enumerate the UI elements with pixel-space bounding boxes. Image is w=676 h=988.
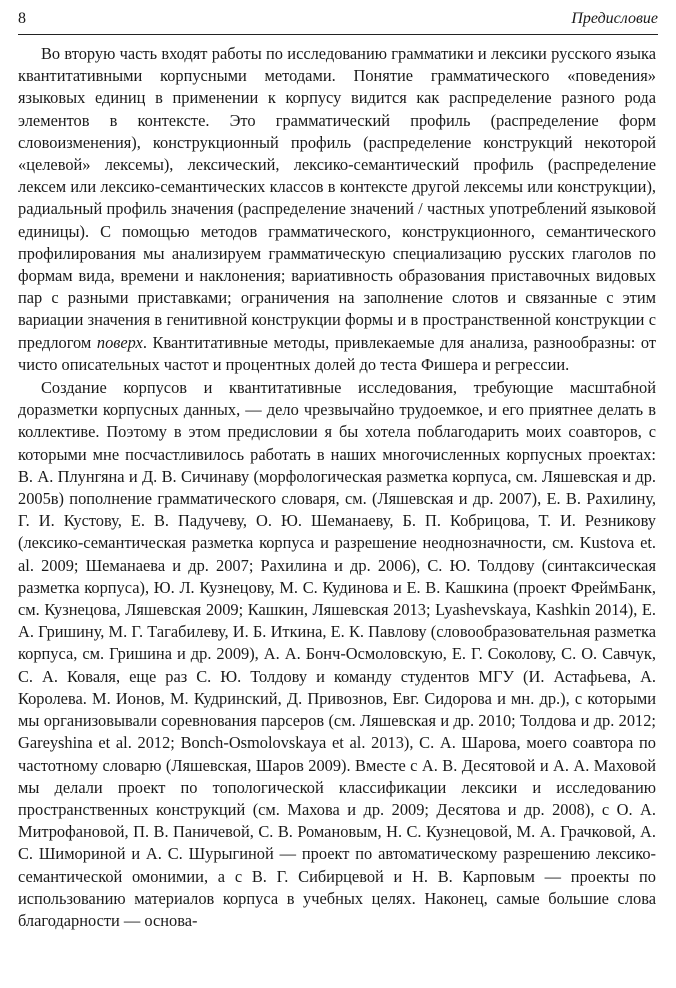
page-header: [18, 6, 658, 35]
paragraph-acknowledgements: Создание корпусов и квантитативные исследования, требующие масштабной доразметки корпусных данных, — дело чрезвычайно трудоемкое, и его приятнее делать в коллективе. Поэтому в этом предисловии я бы хотела поблагодарить моих соавторов, с которыми мне посчастливилось работать в наших многочисленных корпусных проектах: В. А. Плунгяна и Д. В. Сичинаву (морфологическая разметка корпуса, см. Ляшевская и др. 2005в) пополнение грамматического словаря, см. (Ляшевская и др. 2007), Е. В. Рахилину, Г. И. Кустову, Е. В. Падучеву, О. Ю. Шеманаеву, Б. П. Кобрицова, Т. И. Резникову (лексико-семантическая разметка корпуса и разрешение неоднозначности, см. Kustova et. al. 2009; Шеманаева и др. 2007; Рахилина и др. 2006), С. Ю. Толдову (синтаксическая разметка корпуса), Ю. Л. Кузнецову, М. С. Кудинова и Е. В. Кашкина (проект ФреймБанк, см. Кузнецова, Ляшевская 2009; Кашкин, Ляшевская 2013; Lyashevskaya, Kashkin 2014), Е. А. Гришину, М. Г. Тагабилеву, И. Б. Иткина, Е. К. Павлову (словообразовательная разметка корпуса, см. Гришина и др. 2009), А. А. Бонч-Осмоловскую, Е. Г. Соколову, С. О. Савчук, С. А. Коваля, еще раз С. Ю. Толдову и команду студентов МГУ (И. Астафьева, А. Королева. М. Ионов, М. Кудринский, Д. Привознов, Евг. Сидорова и мн. др.), с которыми мы организовывали соревнования парсеров (см. Ляшевская и др. 2010; Толдова и др. 2012; Gareyshina et al. 2012; Bonch-Osmolovskaya et al. 2013), С. А. Шарова, моего соавтора по частотному словарю (Ляшевская, Шаров 2009). Вместе с А. В. Десятовой и А. А. Маховой мы делали проект по топологической классификации лексики и исследованию пространственных конструкций (см. Махова и др. 2009; Десятова и др. 2008), с О. А. Митрофановой, П. В. Паничевой, С. В. Романовым, Н. С. Кузнецовой, М. А. Грачковой, А. С. Шимориной и А. С. Шурыгиной — проект по автоматическому разрешению лексико-семантической омонимии, а с В. Г. Сибирцевой и Н. В. Карповым — проекты по использованию материалов корпуса в учебных целях. Наконец, самые большие слова благодарности — основа-: [18, 378, 656, 930]
running-title: Предисловие: [571, 10, 658, 27]
italic-term: поверх: [96, 332, 143, 352]
page-number: 8: [18, 10, 26, 27]
paragraph-text: . Квантитативные методы, привлекаемые для анализа, разнообразны: от чисто описательных частот и процентных долей до теста Фишера и регрессии.: [18, 332, 656, 374]
paragraph-text: Во вторую часть входят работы по исследованию грамматики и лексики русского языка квантитативными корпусными методами. Понятие грамматического «поведения» языковых единиц в применении к корпусу видится как распределение разного рода элементов в контексте. Это грамматический профиль (распределение форм словоизменения), конструкционный профиль (распределение конструкций некоторой «целевой» лексемы), лексический, лексико-семантический профиль (распределение лексем или лексико-семантических классов в контексте другой лексемы или конструкции), радиальный профиль значения (распределение значений / частных употреблений языковой единицы). С помощью методов грамматического, конструкционного, семантического профилирования мы анализируем грамматическую специализацию русских глаголов по формам вида, времени и наклонения; вариативность образования приставочных видовых пар с разными приставками; ограничения на заполнение слотов и связанные с этим вариации значения в генитивной конструкции формы и в пространственной конструкции с предлогом: [18, 44, 656, 352]
body-text: [18, 43, 656, 932]
paragraph-part-two: [18, 43, 656, 376]
